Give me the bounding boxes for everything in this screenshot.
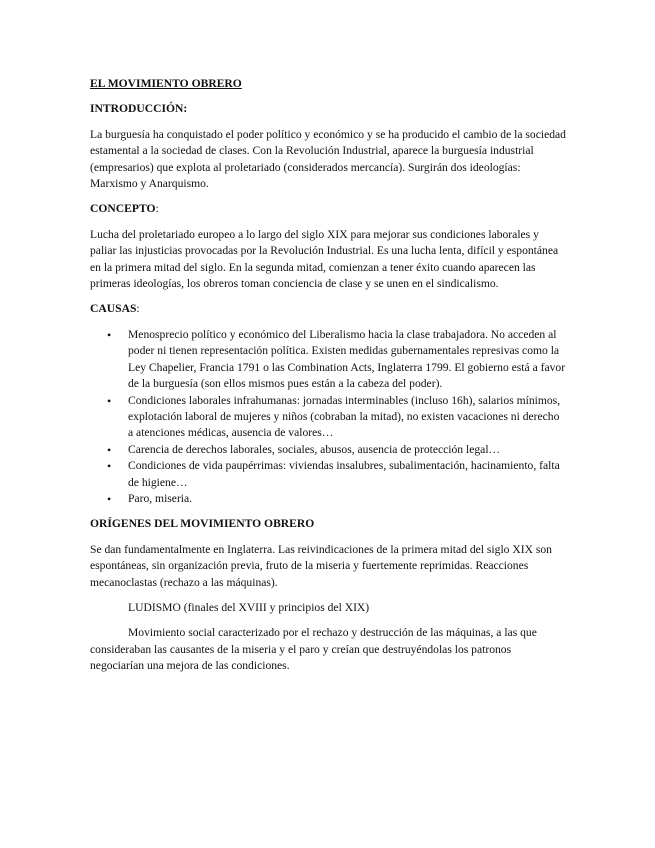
- list-item: • Condiciones laborales infrahumanas: jornadas interminables (incluso 16h), salarios mínimos, explotación laboral de mujeres y niños (cobraban la mitad), no existen vacaciones ni derecho a atenciones médicas, ausencia de valores…: [128, 393, 566, 442]
- list-item: • Carencia de derechos laborales, sociales, abusos, ausencia de protección legal…: [128, 442, 566, 458]
- paragraph-concepto: Lucha del proletariado europeo a lo largo del siglo XIX para mejorar sus condiciones laborales y paliar las injusticias provocadas por la Revolución Industrial. Es una lucha lenta, difícil y espontánea en la primera mitad del siglo. En la segunda mitad, comienzan a tener éxito cuando aparecen las primeras ideologías, los obreros toman conciencia de clase y se unen en el sindicalismo.: [90, 227, 559, 291]
- list-item: • Paro, miseria.: [128, 491, 566, 507]
- document-title: EL MOVIMIENTO OBRERO: [90, 77, 242, 90]
- section-heading-concepto: [90, 201, 566, 217]
- list-item: • Condiciones de vida paupérrimas: viviendas insalubres, subalimentación, hacinamiento, falta de higiene…: [128, 458, 566, 491]
- subheading-ludismo: LUDISMO (finales del XVIII y principios del XIX): [128, 600, 370, 614]
- document-body: [90, 76, 566, 675]
- heading-text: CONCEPTO: [90, 202, 156, 216]
- heading-colon: :: [155, 202, 159, 216]
- paragraph-ludismo: Movimiento social caracterizado por el rechazo y destrucción de las máquinas, a las que consideraban las causantes de la miseria y el paro y creían que destruyéndolas los patronos negociarían una mejora de las condiciones.: [90, 626, 537, 673]
- paragraph-origenes: Se dan fundamentalmente en Inglaterra. Las reivindicaciones de la primera mitad del siglo XIX son espontáneas, sin organización previa, fruto de la miseria y fuertemente reprimidas. Reacciones mecanoclastas (rechazo a las máquinas).: [90, 542, 552, 589]
- heading-colon: :: [136, 302, 140, 316]
- section-heading-introduccion: INTRODUCCIÓN:: [90, 102, 188, 116]
- causes-list: [90, 327, 566, 507]
- heading-text: CAUSAS: [90, 302, 137, 316]
- paragraph-introduccion: La burguesía ha conquistado el poder político y económico y se ha producido el cambio de la sociedad estamental a la sociedad de clases. Con la Revolución Industrial, aparece la burguesía industrial (empresarios) que explota al proletariado (considerados mercancía). Surgirán dos ideologías: Marxismo y Anarquismo.: [90, 127, 566, 191]
- list-item: • Menosprecio político y económico del Liberalismo hacia la clase trabajadora. No acceden al poder ni tienen representación política. Existen medidas gubernamentales represivas como la Ley Chapelier, Francia 1791 o las Combination Acts, Inglaterra 1799. El gobierno está a favor de la burguesía (son ellos mismos pues están a la cabeza del poder).: [128, 327, 566, 393]
- section-heading-origenes: ORÍGENES DEL MOVIMIENTO OBRERO: [90, 517, 315, 531]
- section-heading-causas: [90, 301, 566, 317]
